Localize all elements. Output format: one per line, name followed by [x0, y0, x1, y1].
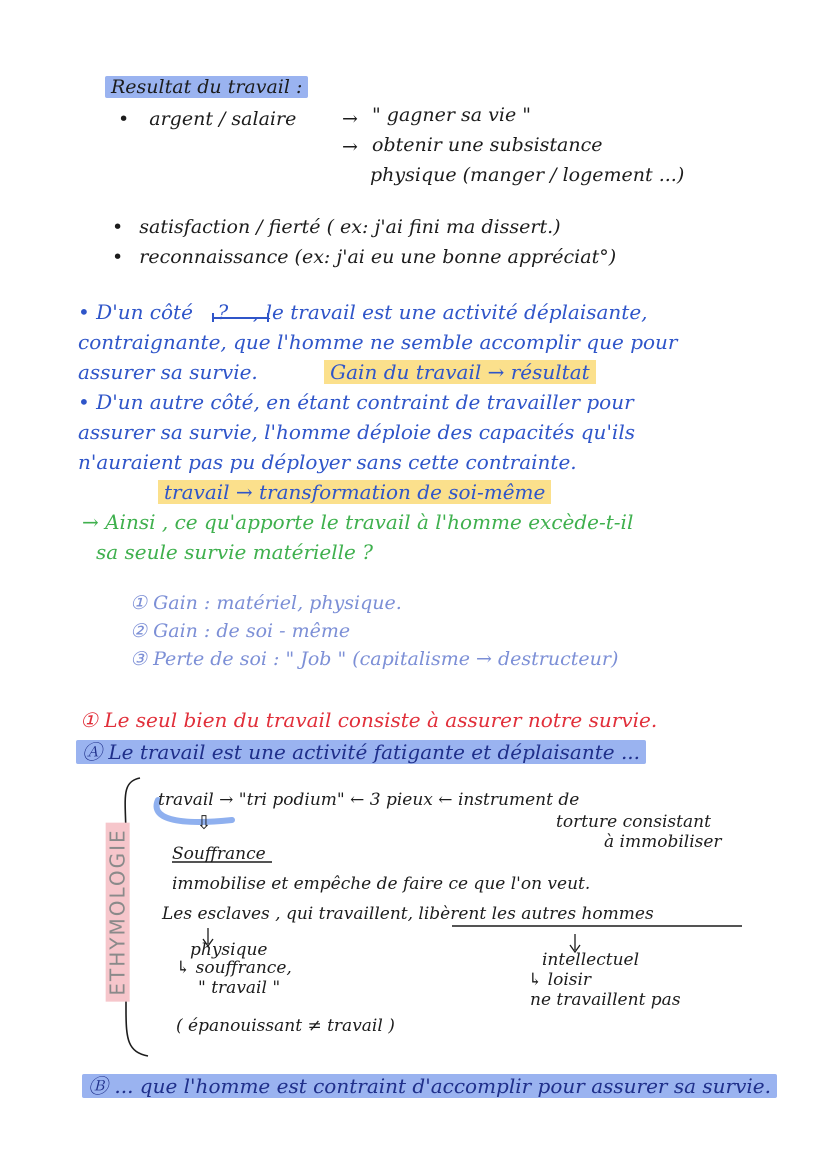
- salary-arrow-2: →: [342, 136, 358, 158]
- salary-arrow-1: →: [342, 108, 358, 130]
- salary-result-3: physique (manger / logement ...): [370, 164, 685, 186]
- question-line-1: → Ainsi , ce qu'apporte le travail à l'homme excède-t-il: [82, 510, 634, 534]
- para-line-2: contraignante, que l'homme ne semble accomplir que pour: [78, 330, 678, 354]
- section1-title: Resultat du travail :: [105, 76, 308, 98]
- etym-line-1c: à immobiliser: [604, 832, 722, 852]
- question-line-2: sa seule survie matérielle ?: [96, 540, 373, 564]
- etym-line-1b: torture consistant: [556, 812, 711, 832]
- gain-highlight: Gain du travail → résultat: [324, 360, 596, 384]
- etym-line-4: ( épanouissant ≠ travail ): [176, 1016, 395, 1036]
- salary-result-1: " gagner sa vie ": [372, 104, 531, 126]
- etym-right-1: intellectuel: [542, 950, 640, 970]
- etym-line-3: Les esclaves , qui travaillent, libèrent les autres hommes: [162, 904, 654, 924]
- bullet-satisfaction: • satisfaction / fierté ( ex: j'ai fini ma dissert.): [112, 216, 561, 238]
- para-line-5: assurer sa survie, l'homme déploie des capacités qu'ils: [78, 420, 635, 444]
- plan-item-2: ② Gain : de soi - même: [130, 620, 351, 642]
- para-line-1: • D'un côté ? , le travail est une activité déplaisante,: [78, 300, 648, 324]
- etymology-label: ETHYMOLOGIE: [106, 822, 130, 1001]
- transformation-highlight: travail → transformation de soi-même: [158, 480, 551, 504]
- etym-left-3: " travail ": [198, 978, 281, 998]
- etym-line-2: immobilise et empêche de faire ce que l'on veut.: [172, 874, 591, 894]
- etym-left-1: physique: [190, 940, 268, 960]
- salary-result-2: obtenir une subsistance: [372, 134, 603, 156]
- etym-left-2: ↳ souffrance,: [176, 958, 292, 978]
- plan-item-1: ① Gain : matériel, physique.: [130, 592, 402, 614]
- souffrance-word: Souffrance: [172, 844, 266, 864]
- arrow-down-icon: ⇩: [196, 812, 212, 834]
- plan-item-3: ③ Perte de soi : " Job " (capitalisme → destructeur): [130, 648, 619, 670]
- thesis-line: ① Le seul bien du travail consiste à assurer notre survie.: [80, 708, 658, 732]
- para-line-6: n'auraient pas pu déployer sans cette contrainte.: [78, 450, 577, 474]
- etym-line-1: travail → "tri podium" ← 3 pieux ← instrument de: [158, 790, 580, 810]
- bullet-salary: • argent / salaire: [118, 108, 297, 130]
- para-line-7: [158, 480, 551, 504]
- part-b-line: Ⓑ ... que l'homme est contraint d'accomplir pour assurer sa survie.: [82, 1070, 777, 1099]
- etym-right-3: ne travaillent pas: [530, 990, 681, 1010]
- para-line-4: • D'un autre côté, en étant contraint de travailler pour: [78, 390, 634, 414]
- para-line-3: assurer sa survie. Gain du travail → résultat: [78, 360, 596, 384]
- etym-right-2: ↳ loisir: [528, 970, 592, 990]
- part-a-line: Ⓐ Le travail est une activité fatigante et déplaisante ...: [76, 736, 646, 765]
- bullet-recognition: • reconnaissance (ex: j'ai eu une bonne appréciat°): [112, 246, 617, 268]
